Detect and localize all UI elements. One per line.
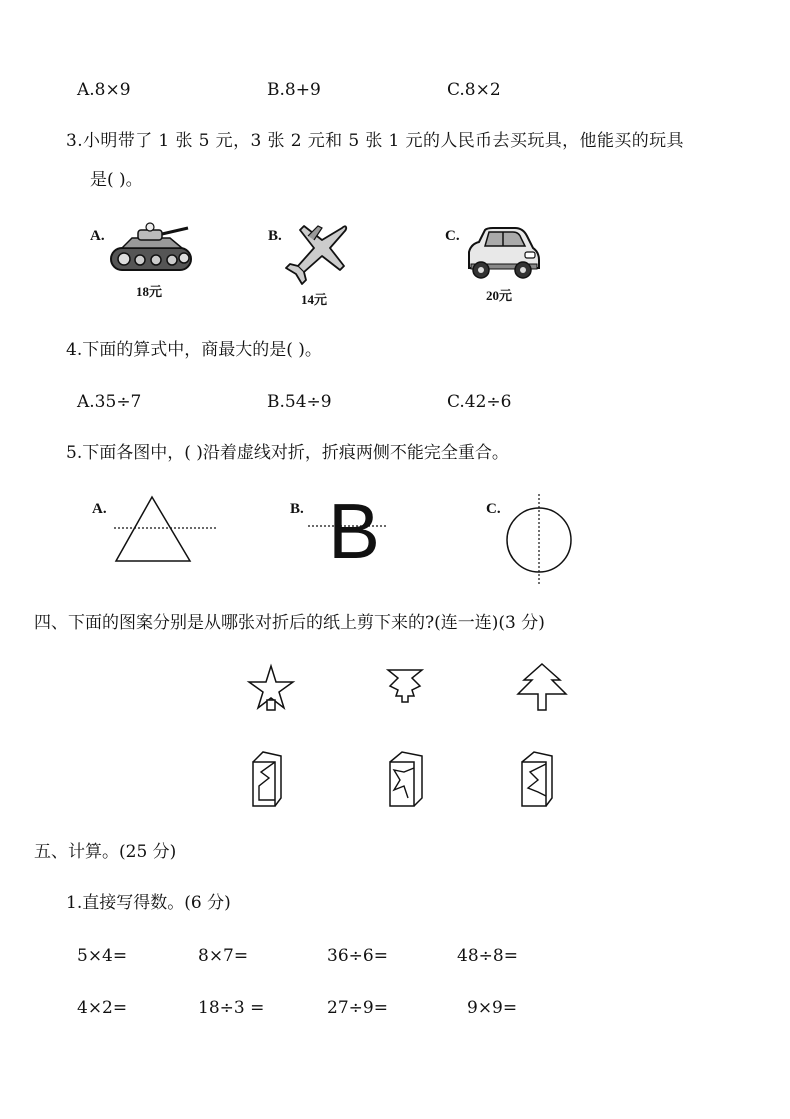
q2-option-a: A.8×9 [77,80,131,100]
circle-icon [505,494,573,584]
q5-option-b-label: B. [290,501,304,517]
q3-option-a-label: A. [90,228,105,244]
folded-paper-3-icon [520,750,554,808]
q4-option-b: B.54÷9 [267,392,332,412]
triangle-icon [112,495,218,565]
q3-option-c-price: 20元 [486,288,513,303]
q3-option-a-price: 18元 [136,284,163,299]
q2-option-c: C.8×2 [447,80,501,100]
q4-question: 4.下面的算式中，商最大的是( )。 [66,340,322,360]
q3-option-b-price: 14元 [301,292,328,307]
tank-toy-icon [108,222,194,274]
calc-r2-c3: 27÷9= [327,998,388,1018]
q5-option-c-label: C. [486,501,501,517]
q3-option-c-label: C. [445,228,460,244]
calc-r1-c2: 8×7= [198,946,249,966]
dashed-fold-line [308,524,388,528]
folded-paper-2-icon [388,750,424,808]
calc-r1-c1: 5×4= [77,946,128,966]
calc-r2-c4: 9×9= [467,998,518,1018]
calc-r2-c1: 4×2= [77,998,128,1018]
q3-option-b-label: B. [268,228,282,244]
q4-option-a: A.35÷7 [77,392,142,412]
folded-paper-1-icon [251,750,283,808]
q2-option-b: B.8+9 [267,80,321,100]
q5-option-a-label: A. [92,501,107,517]
section5-sub1: 1.直接写得数。(6 分) [66,893,231,913]
car-toy-icon [463,226,541,282]
q3-question-line2: 是( )。 [90,170,143,190]
q3-question-line1: 3.小明带了 1 张 5 元，3 张 2 元和 5 张 1 元的人民币去买玩具，他能买的玩具 [66,131,684,151]
section5-title: 五、计算。(25 分) [34,842,177,862]
tree-pattern-icon [516,662,568,712]
q5-question: 5.下面各图中，( )沿着虚线对折，折痕两侧不能完全重合。 [66,443,509,463]
bowtie-pattern-icon [386,668,424,704]
calc-r1-c3: 36÷6= [327,946,388,966]
airplane-toy-icon [284,222,348,286]
star-icon [247,664,295,712]
section4-title: 四、下面的图案分别是从哪张对折后的纸上剪下来的?(连一连)(3 分) [34,613,545,633]
q4-option-c: C.42÷6 [447,392,512,412]
letter-b-icon: B [328,487,381,575]
calc-r2-c2: 18÷3 = [198,998,265,1018]
calc-r1-c4: 48÷8= [457,946,518,966]
